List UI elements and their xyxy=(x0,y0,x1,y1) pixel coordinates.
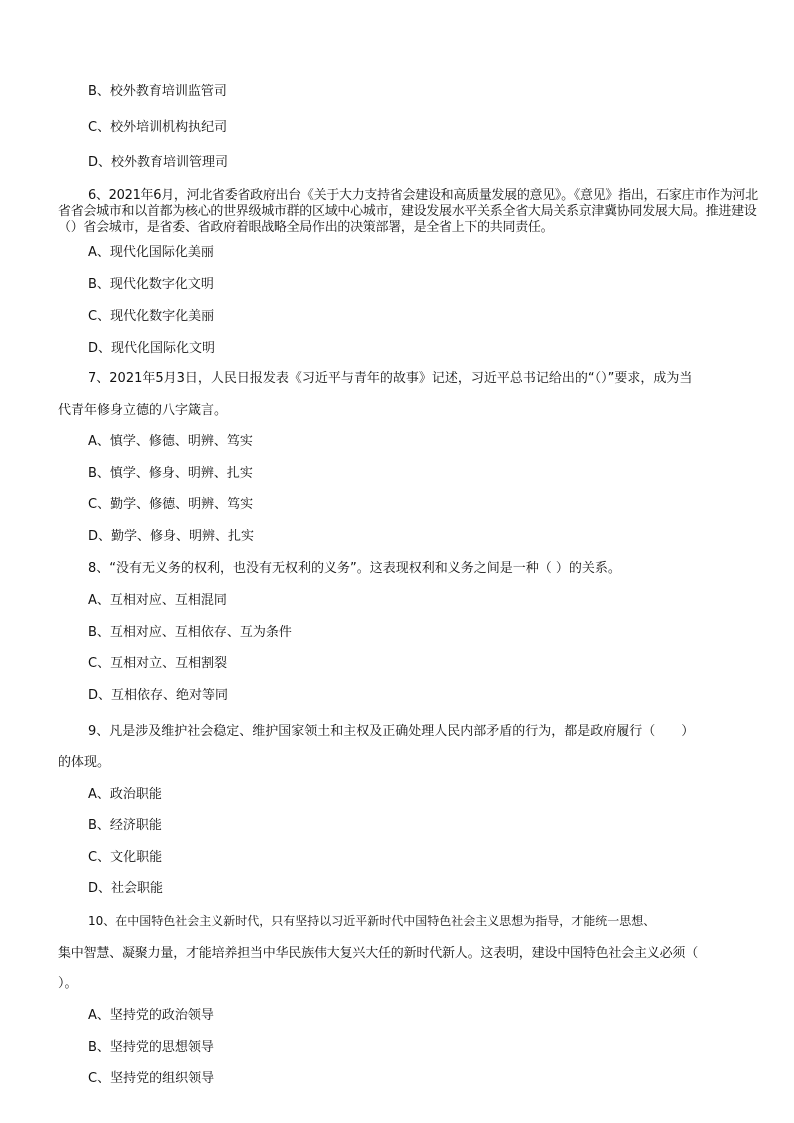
q6-option-c: C、现代化数字化美丽 xyxy=(88,309,215,324)
q9-option-a: A、政治职能 xyxy=(88,787,162,802)
q6-stem: 6、2021年6月，河北省委省政府出台《关于大力支持省会建设和高质量发展的意见》。《意见》指出，石家庄市作为河北省省会城市和以首都为核心的世界级城市群的区域中心城市，建设发展水平关系全省大局关系京津冀协同发展大局。推进建设（）省会城市，是省委、省政府着眼战略全局作出的决策部署，是全省上下的共同责任。 xyxy=(58,188,758,235)
q5-option-d: D、校外教育培训管理司 xyxy=(88,155,229,170)
q5-option-c: C、校外培训机构执纪司 xyxy=(88,120,228,135)
q7-stem-line2: 代青年修身立德的八字箴言。 xyxy=(58,403,228,418)
q7-option-d: D、勤学、修身、明辨、扎实 xyxy=(88,529,255,544)
q6-option-d: D、现代化国际化文明 xyxy=(88,341,216,356)
q7-option-c: C、勤学、修德、明辨、笃实 xyxy=(88,497,254,512)
q9-option-b: B、经济职能 xyxy=(88,818,162,833)
q6-option-b: B、现代化数字化文明 xyxy=(88,277,214,292)
q8-option-b: B、互相对应、互相依存、互为条件 xyxy=(88,625,292,640)
q9-stem-line1: 9、凡是涉及维护社会稳定、维护国家领土和主权及正确处理人民内部矛盾的行为，都是政府履行（ ） xyxy=(88,724,695,739)
q5-option-b: B、校外教育培训监管司 xyxy=(88,84,227,99)
q10-option-a: A、坚持党的政治领导 xyxy=(88,1008,214,1023)
q9-option-c: C、文化职能 xyxy=(88,850,163,865)
q10-stem-line3: ）。 xyxy=(58,976,78,991)
q10-stem-line2: 集中智慧、凝聚力量，才能培养担当中华民族伟大复兴大任的新时代新人。这表明，建设中国特色社会主义必须（ xyxy=(58,946,699,961)
q10-stem-line1: 10、在中国特色社会主义新时代，只有坚持以习近平新时代中国特色社会主义思想为指导，才能统一思想、 xyxy=(88,914,656,928)
q9-option-d: D、社会职能 xyxy=(88,881,164,896)
q8-stem: 8、“没有无义务的权利，也没有无权利的义务”。这表现权利和义务之间是一种（ ）的关系。 xyxy=(88,561,621,576)
q8-option-d: D、互相依存、绝对等同 xyxy=(88,688,229,703)
q10-option-c: C、坚持党的组织领导 xyxy=(88,1071,215,1086)
q9-stem-line2: 的体现。 xyxy=(58,755,111,770)
q6-option-a: A、现代化国际化美丽 xyxy=(88,245,214,260)
q8-option-c: C、互相对立、互相割裂 xyxy=(88,656,228,671)
q7-stem-line1: 7、2021年5月3日，人民日报发表《习近平与青年的故事》记述，习近平总书记给出的“（）”要求，成为当 xyxy=(88,371,693,386)
q7-option-a: A、慎学、修德、明辨、笃实 xyxy=(88,434,253,449)
q8-option-a: A、互相对应、互相混同 xyxy=(88,593,227,608)
q7-option-b: B、慎学、修身、明辨、扎实 xyxy=(88,466,253,481)
q10-option-b: B、坚持党的思想领导 xyxy=(88,1040,214,1055)
